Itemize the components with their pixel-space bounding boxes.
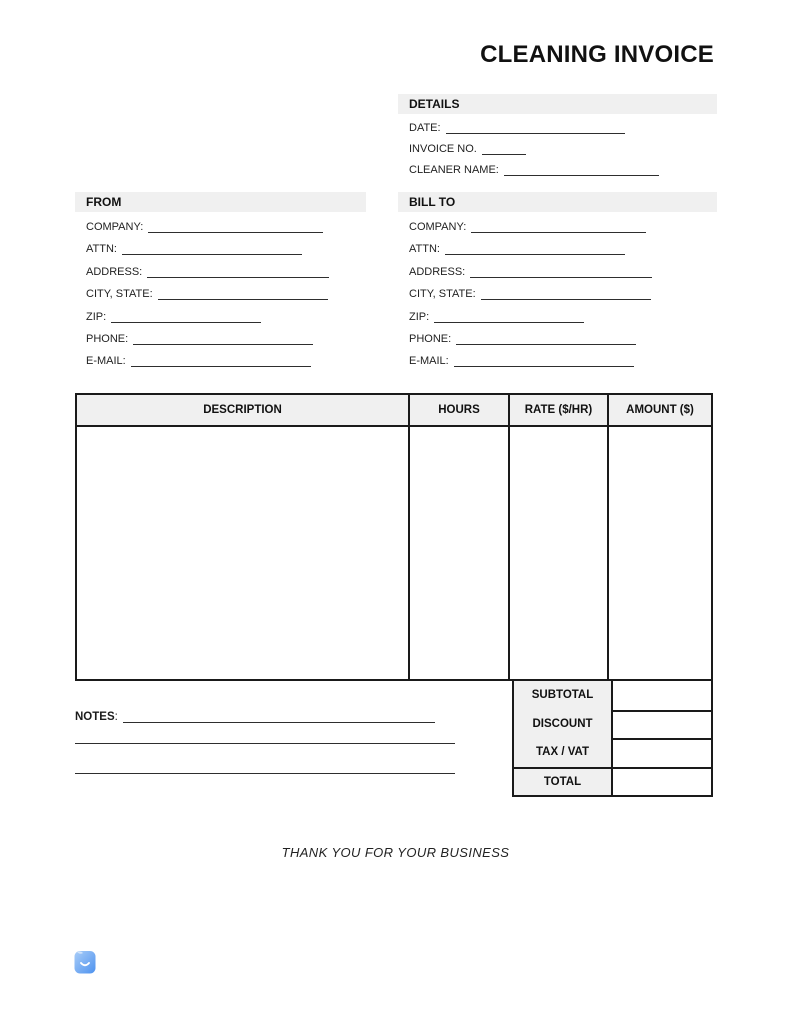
subtotal-label: SUBTOTAL bbox=[514, 681, 613, 710]
bill-to-company-field bbox=[409, 216, 717, 238]
from-address-blank-line bbox=[147, 266, 329, 278]
total-value-cell bbox=[613, 767, 711, 796]
invoice-no-label: INVOICE NO. bbox=[409, 143, 477, 155]
total-label: TOTAL bbox=[514, 767, 613, 796]
subtotal-value-cell bbox=[613, 681, 711, 710]
from-zip-blank-line bbox=[111, 311, 261, 323]
notes-blank-line-1 bbox=[123, 711, 435, 723]
from-address-label: ADDRESS: bbox=[86, 265, 143, 278]
from-section-header: FROM bbox=[75, 192, 366, 212]
date-label: DATE: bbox=[409, 122, 441, 134]
bill-to-company-label: COMPANY: bbox=[409, 221, 467, 233]
bill-to-attn-field bbox=[409, 238, 717, 260]
notes-blank-line-3 bbox=[75, 773, 455, 774]
line-items-table bbox=[75, 393, 713, 681]
from-email-blank-line bbox=[131, 355, 311, 367]
discount-value-cell bbox=[613, 710, 711, 739]
from-phone-field bbox=[86, 328, 366, 350]
totals-table bbox=[512, 681, 713, 797]
bill-to-address-field bbox=[409, 261, 717, 283]
cleaner-name-field bbox=[409, 160, 717, 181]
from-zip-label: ZIP: bbox=[86, 310, 107, 323]
from-attn-label: ATTN: bbox=[86, 243, 117, 256]
bill-to-phone-blank-line bbox=[456, 333, 636, 345]
column-header-hours: HOURS bbox=[410, 395, 510, 427]
from-attn-field bbox=[86, 238, 366, 260]
bill-to-email-field bbox=[409, 350, 717, 372]
details-section bbox=[398, 94, 717, 181]
bill-to-city-state-field bbox=[409, 283, 717, 305]
bill-to-zip-label: ZIP: bbox=[409, 310, 430, 323]
from-city-state-field bbox=[86, 283, 366, 305]
notes-field bbox=[75, 711, 435, 723]
amount-cell-empty bbox=[609, 427, 711, 679]
bill-to-address-label: ADDRESS: bbox=[409, 265, 466, 278]
bill-to-section bbox=[398, 192, 717, 373]
bill-to-section-header: BILL TO bbox=[398, 192, 717, 212]
from-email-field bbox=[86, 350, 366, 372]
cleaner-name-label: CLEANER NAME: bbox=[409, 164, 499, 176]
details-section-header: DETAILS bbox=[398, 94, 717, 114]
tax-vat-value-cell bbox=[613, 738, 711, 767]
bill-to-zip-blank-line bbox=[434, 311, 584, 323]
from-company-blank-line bbox=[148, 221, 323, 233]
column-header-amount: AMOUNT ($) bbox=[609, 395, 711, 427]
page-title: CLEANING INVOICE bbox=[480, 41, 714, 68]
discount-label: DISCOUNT bbox=[514, 710, 613, 739]
hours-cell-empty bbox=[410, 427, 510, 679]
bill-to-address-blank-line bbox=[470, 266, 652, 278]
description-cell-empty bbox=[77, 427, 410, 679]
bill-to-zip-field bbox=[409, 306, 717, 328]
bill-to-company-blank-line bbox=[471, 221, 646, 233]
bill-to-attn-label: ATTN: bbox=[409, 243, 440, 256]
column-header-rate: RATE ($/HR) bbox=[510, 395, 609, 427]
bill-to-attn-blank-line bbox=[445, 243, 625, 255]
from-attn-blank-line bbox=[122, 243, 302, 255]
date-blank-line bbox=[446, 122, 625, 134]
invoice-no-field bbox=[409, 139, 717, 160]
bill-to-email-label: E-MAIL: bbox=[409, 355, 449, 368]
notes-colon: : bbox=[114, 711, 118, 723]
from-city-state-blank-line bbox=[158, 288, 328, 300]
notes-label: NOTES bbox=[75, 711, 115, 723]
from-phone-label: PHONE: bbox=[86, 333, 129, 346]
bill-to-phone-label: PHONE: bbox=[409, 333, 452, 346]
bill-to-city-state-blank-line bbox=[481, 288, 651, 300]
date-field bbox=[409, 118, 717, 139]
from-address-field bbox=[86, 261, 366, 283]
from-city-state-label: CITY, STATE: bbox=[86, 288, 153, 301]
tax-vat-label: TAX / VAT bbox=[514, 738, 613, 767]
bill-to-phone-field bbox=[409, 328, 717, 350]
from-company-label: COMPANY: bbox=[86, 221, 144, 233]
from-company-field bbox=[86, 216, 366, 238]
app-logo-icon bbox=[74, 950, 96, 974]
bill-to-email-blank-line bbox=[454, 355, 634, 367]
invoice-no-blank-line bbox=[482, 143, 526, 155]
column-header-description: DESCRIPTION bbox=[77, 395, 410, 427]
bill-to-city-state-label: CITY, STATE: bbox=[409, 288, 476, 301]
from-phone-blank-line bbox=[133, 333, 313, 345]
cleaner-name-blank-line bbox=[504, 164, 659, 176]
thank-you-message: THANK YOU FOR YOUR BUSINESS bbox=[281, 845, 510, 860]
notes-blank-line-2 bbox=[75, 743, 455, 744]
from-section bbox=[75, 192, 366, 373]
from-zip-field bbox=[86, 306, 366, 328]
rate-cell-empty bbox=[510, 427, 609, 679]
from-email-label: E-MAIL: bbox=[86, 355, 126, 368]
